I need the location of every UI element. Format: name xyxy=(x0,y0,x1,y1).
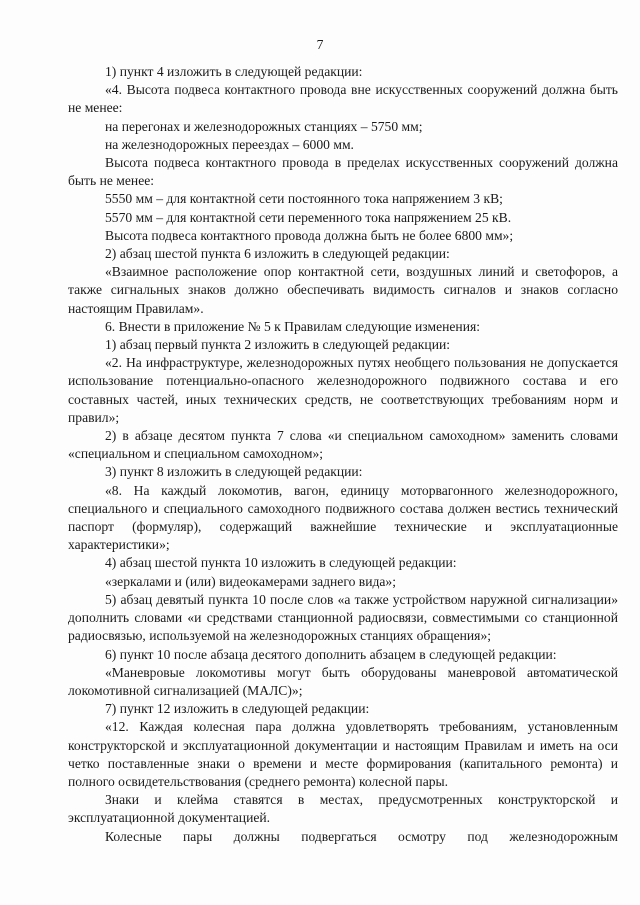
paragraph: 7) пункт 12 изложить в следующей редакции: xyxy=(105,701,370,717)
paragraph: 3) пункт 8 изложить в следующей редакции: xyxy=(105,464,363,480)
paragraph: 5550 мм – для контактной сети постоянного тока напряжением 3 кВ; xyxy=(105,191,503,207)
paragraph: «8. На каждый локомотив, вагон, единицу моторвагонного железнодорожного, специального и специального самоходного подвижного состава должен вестись технический паспорт (формуляр), содержащий важнейшие технические и эксплуатационные характеристики»; xyxy=(68,482,618,553)
paragraph: 5) абзац девятый пункта 10 после слов «а также устройством наружной сигнализации» дополнить словами «и средствами станционной радиосвязи, совместимыми со станционной радиосвязью, используемой на железнодорожных станциях обращения»; xyxy=(68,591,618,644)
paragraph: «зеркалами и (или) видеокамерами заднего вида»; xyxy=(105,573,396,589)
paragraph: «12. Каждая колесная пара должна удовлетворять требованиям, установленным конструкторской и эксплуатационной документации и настоящим Правилам и иметь на оси четко поставленные знаки о времени и месте формирования (капитального ремонта) и полного освидетельствования (среднего ремонта) колесной пары. xyxy=(68,719,618,789)
paragraph: «Взаимное расположение опор контактной сети, воздушных линий и светофоров, а также сигнальных знаков должно обеспечивать видимость сигналов и знаков согласно настоящим Правилам». xyxy=(68,264,618,316)
paragraph: 1) абзац первый пункта 2 изложить в следующей редакции: xyxy=(105,337,451,353)
paragraph: Высота подвеса контактного провода в пределах искусственных сооружений должна быть не менее: xyxy=(68,155,618,189)
paragraph: Знаки и клейма ставятся в местах, предусмотренных конструкторской и эксплуатационной документацией. xyxy=(68,792,618,826)
paragraph: 5570 мм – для контактной сети переменного тока напряжением 25 кВ. xyxy=(105,209,512,225)
paragraph: на перегонах и железнодорожных станциях – 5750 мм; xyxy=(105,118,423,134)
paragraph: «Маневровые локомотивы могут быть оборудованы маневровой автоматической локомотивной сигнализацией (МАЛС)»; xyxy=(68,664,618,698)
paragraph: «4. Высота подвеса контактного провода вне искусственных сооружений должна быть не менее: xyxy=(68,82,618,116)
paragraph: 6. Внести в приложение № 5 к Правилам следующие изменения: xyxy=(105,318,481,334)
paragraph: 6) пункт 10 после абзаца десятого дополнить абзацем в следующей редакции: xyxy=(105,646,557,662)
document-body xyxy=(68,63,618,846)
paragraph: 2) абзац шестой пункта 6 изложить в следующей редакции: xyxy=(105,246,450,262)
paragraph: 1) пункт 4 изложить в следующей редакции: xyxy=(105,64,363,79)
paragraph: 4) абзац шестой пункта 10 изложить в следующей редакции: xyxy=(105,555,457,571)
paragraph: 2) в абзаце десятом пункта 7 слова «и специальном самоходном» заменить словами «специальном и специальном самоходном»; xyxy=(68,428,618,462)
paragraph: на железнодорожных переездах – 6000 мм. xyxy=(105,136,354,152)
paragraph: Высота подвеса контактного провода должна быть не более 6800 мм»; xyxy=(105,227,514,243)
paragraph: Колесные пары должны подвергаться осмотру под железнодорожным xyxy=(105,828,618,844)
paragraph: «2. На инфраструктуре, железнодорожных путях необщего пользования не допускается использование потенциально-опасного железнодорожного подвижного состава и его составных частей, иных технических средств, не соответствующих требованиям норм и правил»; xyxy=(68,355,618,425)
page-number: 7 xyxy=(316,37,324,52)
